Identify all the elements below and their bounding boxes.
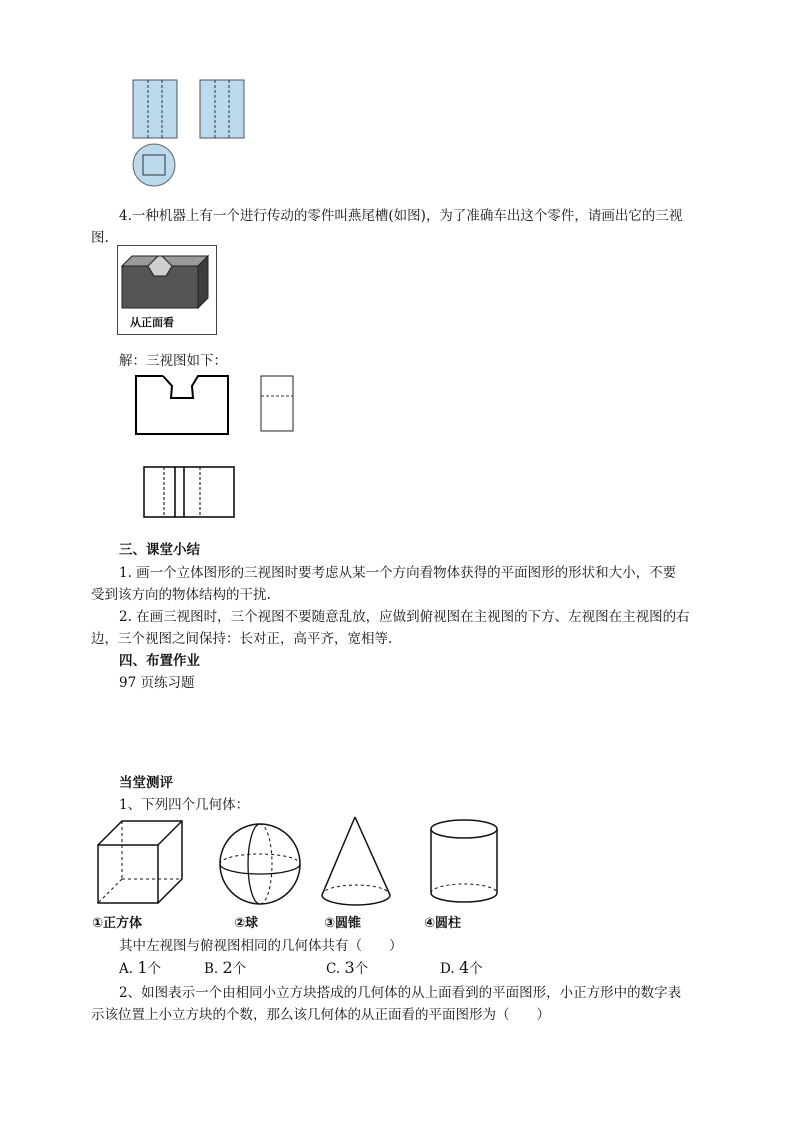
summary-item2-line2: 边，三个视图之间保持：长对正，高平齐，宽相等. <box>91 631 393 647</box>
option-b-unit: 个 <box>232 961 247 977</box>
cylinder-side-view <box>200 80 244 138</box>
summary-item1-line1: 1. 画一个立体图形的三视图时要考虑从某一个方向看物体获得的平面图形的形状和大小，不要 <box>119 565 677 581</box>
shape-label-cylinder: ④圆柱 <box>424 916 462 931</box>
summary-item2-line1: 2. 在画三视图时，三个视图不要随意乱放，应做到俯视图在主视图的下方、左视图在主视图的右 <box>119 609 690 625</box>
summary-item1-line2: 受到该方向的物体结构的干扰. <box>91 587 271 603</box>
q1-question: 其中左视图与俯视图相同的几何体共有（ ） <box>119 938 403 954</box>
cylinder-figure <box>422 815 522 915</box>
front-view <box>136 376 228 434</box>
dovetail-caption: 从正面看 <box>130 316 174 329</box>
option-c-letter: C. <box>326 961 341 977</box>
cube-figure <box>92 815 192 915</box>
q2-line2: 示该位置上小立方块的个数，那么该几何体的从正面看的平面图形为（ ） <box>91 1007 550 1023</box>
problem4-line2: 图. <box>91 230 109 246</box>
homework-text: 97 页练习题 <box>119 675 195 691</box>
homework-heading: 四、布置作业 <box>119 653 200 669</box>
option-d-unit: 个 <box>469 961 483 977</box>
option-d-num: 4 <box>458 958 470 977</box>
top-view <box>144 467 234 517</box>
option-a <box>119 955 161 982</box>
option-c-unit: 个 <box>354 961 369 977</box>
assessment-heading: 当堂测评 <box>119 775 173 791</box>
dovetail-three-views <box>128 372 348 522</box>
side-view <box>261 376 293 431</box>
option-b-letter: B. <box>204 961 219 977</box>
cylinder-views-figure <box>120 78 250 188</box>
option-b-num: 2 <box>222 958 233 977</box>
cone-figure <box>318 815 418 915</box>
shape-label-cube: ①正方体 <box>92 916 143 931</box>
option-c <box>326 955 368 982</box>
option-d <box>440 955 483 982</box>
shape-label-cone: ③圆锥 <box>324 916 362 931</box>
q1-intro: 1、下列四个几何体： <box>119 797 250 813</box>
summary-heading: 三、课堂小结 <box>119 542 200 558</box>
sphere-figure <box>215 815 315 915</box>
shape-label-sphere: ②球 <box>234 916 259 931</box>
option-a-letter: A. <box>119 961 134 977</box>
q2-line1: 2、如图表示一个由相同小立方块搭成的几何体的从上面看到的平面图形，小正方形中的数字表 <box>119 985 682 1001</box>
problem4-line1: 4.一种机器上有一个进行传动的零件叫燕尾槽(如图)，为了准确车出这个零件，请画出它的三视 <box>119 208 683 224</box>
option-d-letter: D. <box>440 961 455 977</box>
dovetail-figure <box>117 245 217 335</box>
option-b <box>204 955 246 982</box>
option-a-unit: 个 <box>147 961 162 977</box>
solution-label: 解：三视图如下： <box>119 353 227 369</box>
cylinder-front-view <box>133 80 177 138</box>
option-c-num: 3 <box>344 958 355 977</box>
option-a-num: 1 <box>137 958 148 977</box>
